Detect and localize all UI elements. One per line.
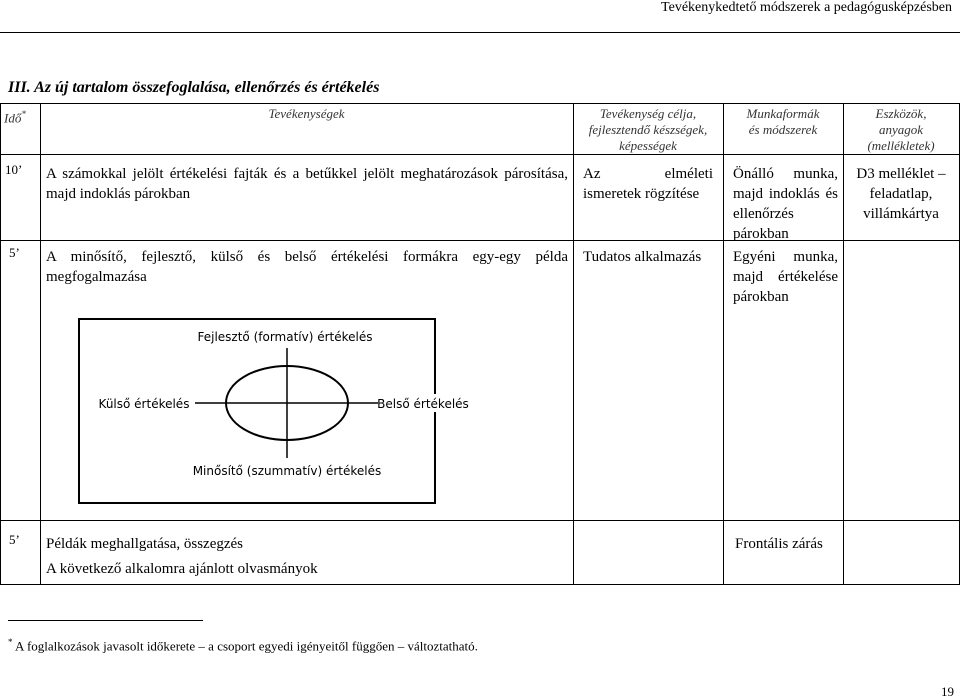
diagram-top-label: Fejlesztő (formatív) értékelés — [197, 330, 373, 344]
row1-goal: Az elméleti ismeretek rögzítése — [583, 166, 713, 202]
header-goal: Tevékenység célja, fejlesztendő készségek, képességek — [588, 106, 708, 153]
row1-time: 10’ — [5, 162, 23, 177]
row3-method: Frontális zárás — [735, 536, 823, 552]
evaluation-diagram — [0, 300, 573, 520]
row3-activity-line1: Példák meghallgatása, összegzés — [46, 536, 244, 552]
header-tools: Eszközök, anyagok (mellékletek) — [867, 106, 935, 153]
diagram-bottom-label: Minősítő (szummatív) értékelés — [192, 464, 382, 478]
footnote: * A foglalkozások javasolt időkerete – a csoport egyedi igényeitől függően – változtatható. — [8, 637, 478, 654]
diagram-left-label: Külső értékelés — [98, 397, 190, 411]
section-title: III. Az új tartalom összefoglalása, ellenőrzés és értékelés — [8, 79, 380, 96]
footnote-rule — [8, 620, 203, 621]
row2-method: Egyéni munka, majd értékelése párokban — [733, 249, 838, 305]
diagram-right-label: Belső értékelés — [377, 397, 469, 411]
header-methods: Munkaformák és módszerek — [746, 106, 820, 137]
row2-goal: Tudatos alkalmazás — [583, 249, 702, 265]
row3-activity-line2: A következő alkalomra ajánlott olvasmányok — [46, 561, 318, 577]
row3-time: 5’ — [9, 532, 20, 547]
row1-tools: D3 melléklet – feladatlap, villámkártya — [856, 166, 946, 222]
page-number: 19 — [941, 684, 954, 699]
header-time: Idő* — [4, 109, 26, 126]
header-rule — [0, 32, 960, 33]
row2-time: 5’ — [9, 245, 20, 260]
row1-activity: A számokkal jelölt értékelési fajták és a betűkkel jelölt meghatározások párosítása, majd indoklás párokban — [46, 166, 568, 202]
running-header: Tevékenykedtető módszerek a pedagógusképzésben — [661, 0, 952, 15]
row1-method: Önálló munka, majd indoklás és ellenőrzés párokban — [733, 166, 838, 242]
row2-activity: A minősítő, fejlesztő, külső és belső értékelési formákra egy-egy példa megfogalmazása — [46, 249, 568, 285]
header-activities: Tevékenységek — [268, 106, 345, 121]
